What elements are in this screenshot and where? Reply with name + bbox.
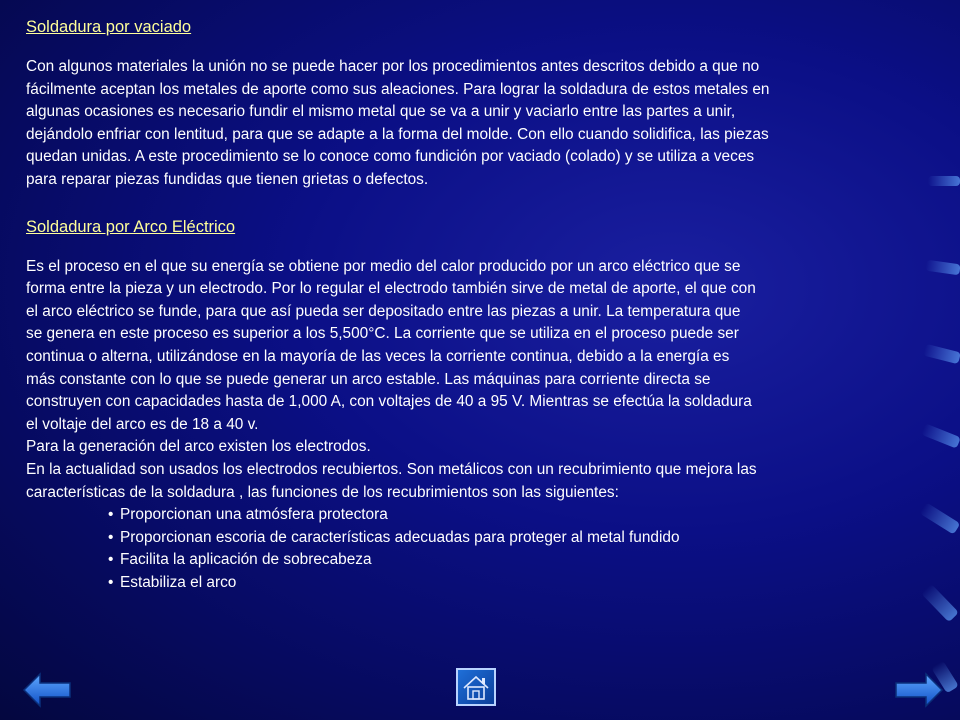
text-line: el voltaje del arco es de 18 a 40 v. bbox=[26, 415, 259, 433]
bullet-icon: • bbox=[108, 506, 114, 524]
decorative-streak bbox=[921, 423, 960, 448]
home-icon bbox=[458, 670, 494, 704]
list-item bbox=[108, 527, 926, 550]
text-line: forma entre la pieza y un electrodo. Por lo regular el electrodo también sirve de metal de aporte, el que con bbox=[26, 280, 756, 298]
section-heading-arco: Soldadura por Arco Eléctrico bbox=[26, 217, 236, 236]
left-arrow-icon bbox=[22, 670, 72, 710]
next-slide-button[interactable] bbox=[894, 670, 944, 710]
list-item-text: Estabiliza el arco bbox=[120, 573, 237, 591]
list-item-text: Proporcionan escoria de características adecuadas para proteger al metal fundido bbox=[120, 528, 680, 546]
slide-content bbox=[26, 14, 926, 594]
bullet-icon: • bbox=[108, 528, 114, 546]
section-heading-vaciado: Soldadura por vaciado bbox=[26, 18, 192, 36]
text-line: Con algunos materiales la unión no se puede hacer por los procedimientos antes descritos debido a que no bbox=[26, 58, 760, 75]
text-line: características de la soldadura , las funciones de los recubrimientos son las siguientes: bbox=[26, 483, 619, 501]
decorative-streak bbox=[925, 260, 960, 276]
decorative-streak bbox=[923, 344, 960, 364]
text-line: continua o alterna, utilizándose en la mayoría de las veces la corriente continua, debido a la energía es bbox=[26, 347, 730, 365]
text-line: Para la generación del arco existen los electrodos. bbox=[26, 438, 371, 456]
list-item-text: Facilita la aplicación de sobrecabeza bbox=[120, 551, 372, 569]
list-item bbox=[108, 549, 926, 572]
previous-slide-button[interactable] bbox=[22, 670, 72, 710]
home-button[interactable] bbox=[456, 668, 496, 706]
text-line: construyen con capacidades hasta de 1,000 A, con voltajes de 40 a 95 V. Mientras se efectúa la soldadura bbox=[26, 393, 752, 411]
coating-functions-list bbox=[26, 504, 926, 594]
text-line: más constante con lo que se puede generar un arco estable. Las máquinas para corriente directa se bbox=[26, 370, 711, 388]
paragraph-vaciado bbox=[26, 56, 926, 192]
decorative-streak bbox=[928, 176, 960, 186]
list-item bbox=[108, 504, 926, 527]
bullet-icon: • bbox=[108, 573, 114, 591]
text-line: Es el proceso en el que su energía se obtiene por medio del calor producido por un arco eléctrico que se bbox=[26, 257, 741, 275]
list-item bbox=[108, 572, 926, 595]
text-line: En la actualidad son usados los electrodos recubiertos. Son metálicos con un recubrimiento que mejora las bbox=[26, 460, 757, 478]
text-line: se genera en este proceso es superior a los 5,500°C. La corriente que se utiliza en el proceso puede ser bbox=[26, 325, 739, 343]
text-line: para reparar piezas fundidas que tienen grietas o defectos. bbox=[26, 170, 429, 188]
text-line: el arco eléctrico se funde, para que así pueda ser depositado entre las piezas a unir. La temperatura que bbox=[26, 302, 741, 320]
right-arrow-icon bbox=[894, 670, 944, 710]
text-line: dejándolo enfriar con lentitud, para que se adapte a la forma del molde. Con ello cuando solidifica, las piezas bbox=[26, 125, 769, 143]
text-line: quedan unidas. A este procedimiento se lo conoce como fundición por vaciado (colado) y se utiliza a veces bbox=[26, 148, 755, 166]
paragraph-arco bbox=[26, 256, 926, 505]
text-line: fácilmente aceptan los metales de aporte como sus aleaciones. Para lograr la soldadura de estos metales en bbox=[26, 80, 770, 98]
list-item-text: Proporcionan una atmósfera protectora bbox=[120, 506, 388, 524]
decorative-streak bbox=[921, 584, 959, 622]
text-line: algunas ocasiones es necesario fundir el mismo metal que se va a unir y vaciarlo entre las partes a unir, bbox=[26, 103, 736, 121]
bullet-icon: • bbox=[108, 551, 114, 569]
